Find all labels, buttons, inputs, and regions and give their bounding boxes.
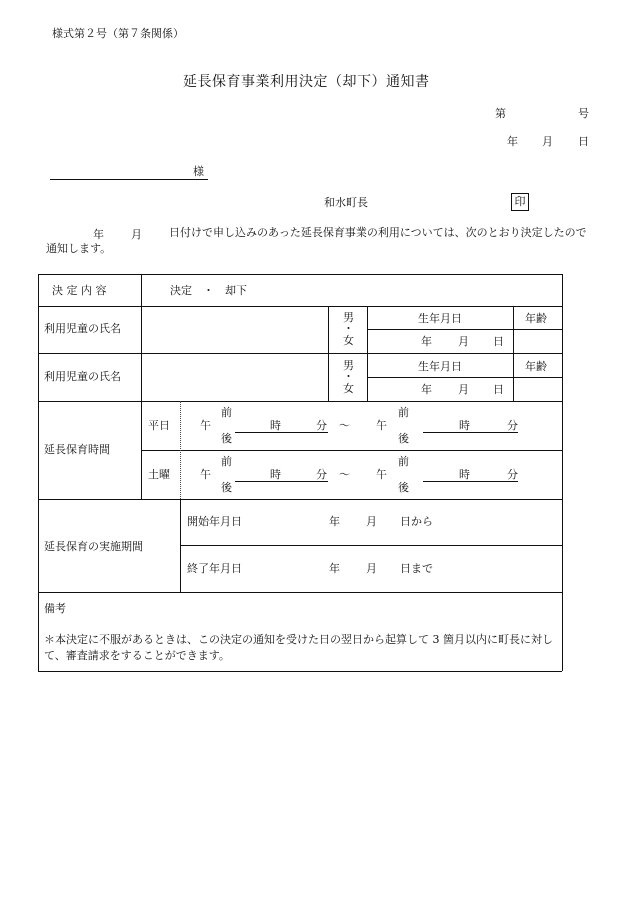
period-end-month: 月: [366, 562, 377, 575]
child1-sex-male: 男: [343, 311, 354, 324]
child2-birth-day: 日: [493, 383, 504, 396]
remarks-text: ＊本決定に不服があるときは、この決定の通知を受けた日の翌日から起算して 3 箇月以内に町長に対して、審査請求をすることができます。: [44, 633, 553, 662]
child2-name-label: 利用児童の氏名: [44, 370, 121, 383]
saturday-from-hour: 時: [270, 468, 281, 481]
issuer-name: 和水町長: [324, 196, 368, 209]
date-month: 月: [542, 135, 553, 148]
child2-sex-male: 男: [343, 359, 354, 372]
period-end-suffix: 日まで: [400, 562, 433, 575]
decision-label: 決 定 内 容: [52, 284, 107, 297]
saturday-from-am: 前: [221, 455, 232, 468]
child1-name-label: 利用児童の氏名: [44, 322, 121, 335]
saturday-to-pm: 後: [398, 481, 409, 494]
child2-birth-year: 年: [421, 383, 432, 396]
weekday-to-hour: 時: [459, 419, 470, 432]
weekday-to-am: 前: [398, 406, 409, 419]
period-end-label: 終了年月日: [187, 562, 242, 575]
doc-number-suffix: 号: [578, 107, 589, 120]
intro-year: 年: [93, 228, 104, 241]
weekday-from-ko: 午: [200, 419, 211, 432]
remarks-label: 備考: [44, 602, 66, 615]
child2-sex-dot: ・: [343, 370, 354, 383]
child2-birth-label: 生年月日: [418, 360, 462, 373]
child1-birth-label: 生年月日: [418, 312, 462, 325]
weekday-from-am: 前: [221, 406, 232, 419]
seal-mark: 印: [511, 193, 529, 211]
document-title: 延長保育事業利用決定（却下）通知書: [183, 74, 430, 90]
saturday-to-minute: 分: [507, 468, 518, 481]
weekday-to-minute: 分: [507, 419, 518, 432]
weekday-from-pm: 後: [221, 432, 232, 445]
period-end-year: 年: [329, 562, 340, 575]
saturday-label: 土曜: [148, 468, 170, 481]
child1-sex-dot: ・: [343, 322, 354, 335]
weekday-to-pm: 後: [398, 432, 409, 445]
saturday-from-ko: 午: [200, 468, 211, 481]
weekday-label: 平日: [148, 419, 170, 432]
child1-birth-year: 年: [421, 335, 432, 348]
weekday-tilde: ～: [339, 419, 350, 432]
weekday-to-ko: 午: [376, 419, 387, 432]
period-start-year: 年: [329, 515, 340, 528]
hours-label: 延長保育時間: [44, 443, 110, 456]
doc-number-prefix: 第: [495, 107, 506, 120]
child1-birth-day: 日: [493, 335, 504, 348]
period-start-suffix: 日から: [400, 515, 433, 528]
weekday-from-minute: 分: [316, 419, 327, 432]
weekday-from-hour: 時: [270, 419, 281, 432]
form-number: 様式第２号（第７条関係）: [52, 27, 184, 40]
intro-text: 日付けで申し込みのあった延長保育事業の利用については、次のとおり決定したので通知します。: [46, 226, 587, 255]
saturday-to-ko: 午: [376, 468, 387, 481]
saturday-to-am: 前: [398, 455, 409, 468]
child2-birth-month: 月: [458, 383, 469, 396]
addressee-suffix: 様: [193, 165, 204, 178]
saturday-from-pm: 後: [221, 481, 232, 494]
intro-month: 月: [131, 228, 142, 241]
child2-sex-female: 女: [343, 382, 354, 395]
period-start-label: 開始年月日: [187, 515, 242, 528]
period-start-month: 月: [366, 515, 377, 528]
child1-sex-female: 女: [343, 334, 354, 347]
saturday-from-minute: 分: [316, 468, 327, 481]
period-label: 延長保育の実施期間: [44, 540, 143, 553]
saturday-tilde: ～: [339, 468, 350, 481]
child1-birth-month: 月: [458, 335, 469, 348]
child2-age-label: 年齢: [525, 360, 547, 373]
child1-age-label: 年齢: [525, 312, 547, 325]
saturday-to-hour: 時: [459, 468, 470, 481]
date-year: 年: [507, 135, 518, 148]
decision-options: 決定 ・ 却下: [170, 284, 247, 297]
date-day: 日: [578, 135, 589, 148]
addressee-line: [50, 179, 208, 180]
